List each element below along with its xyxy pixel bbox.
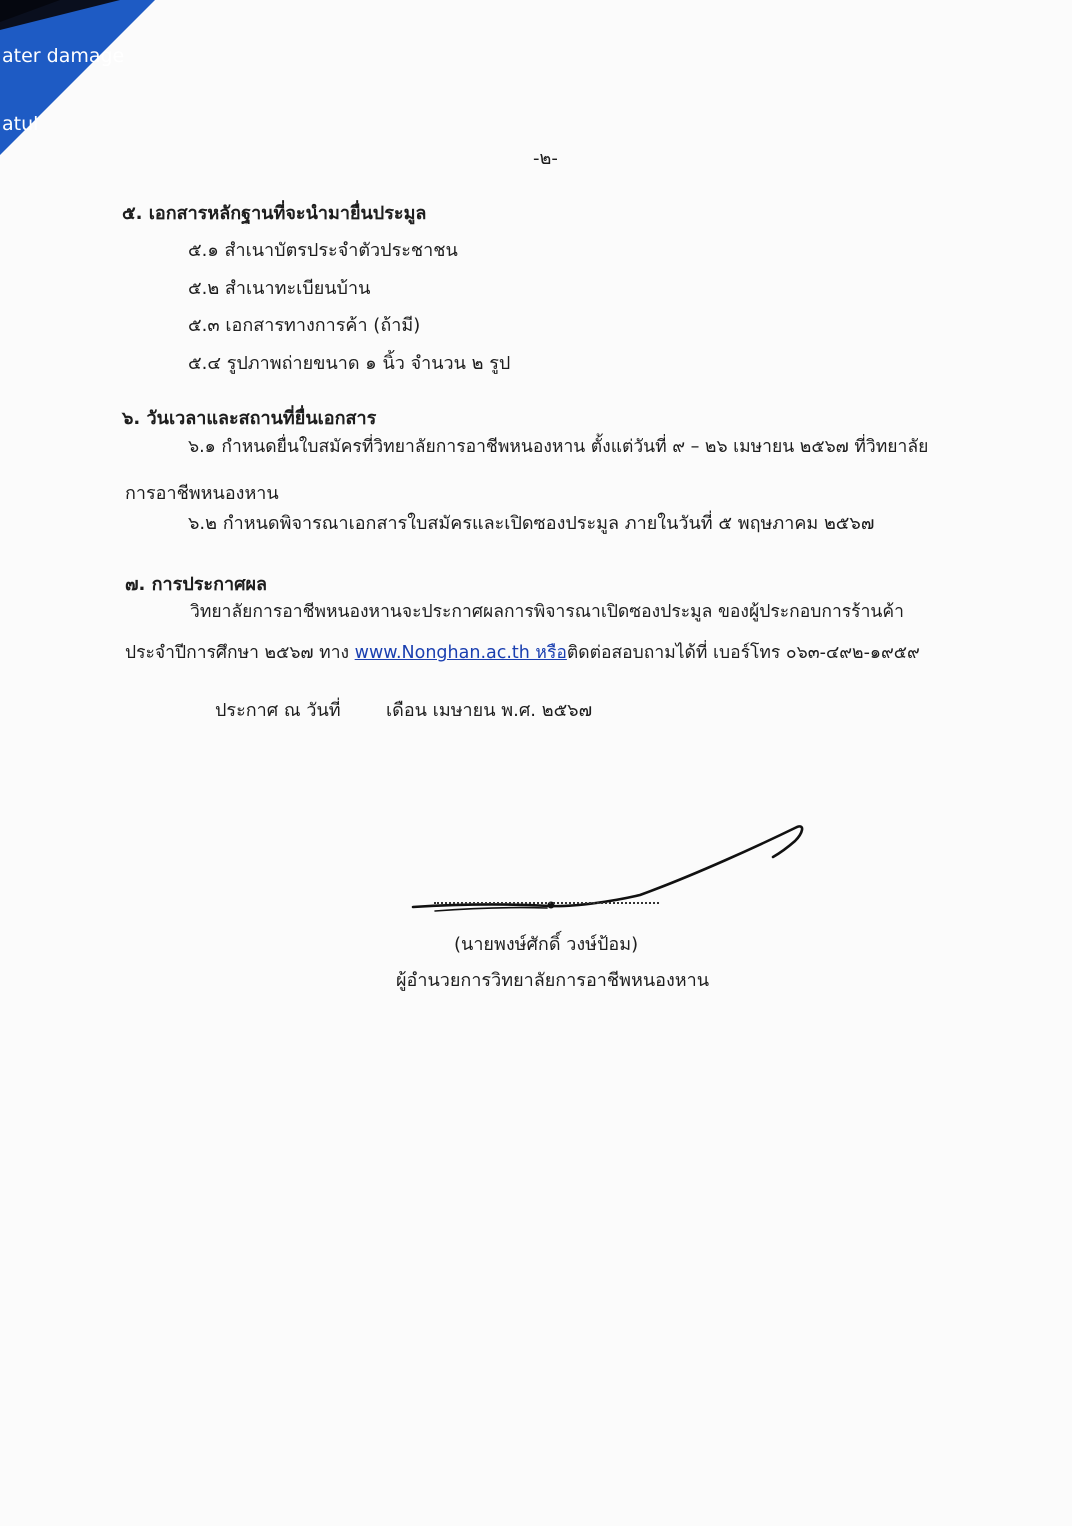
section5-item-4: ๕.๔ รูปภาพถ่ายขนาด ๑ นิ้ว จำนวน ๒ รูป — [188, 353, 511, 374]
page-number: -๒- — [533, 148, 558, 169]
section5-item-3: ๕.๓ เอกสารทางการค้า (ถ้ามี) — [188, 315, 421, 336]
section5-heading: ๕. เอกสารหลักฐานที่จะนำมายื่นประมูล — [122, 203, 427, 224]
section5-item-2: ๕.๒ สำเนาทะเบียนบ้าน — [188, 278, 371, 299]
signer-title: ผู้อำนวยการวิทยาลัยการอาชีพหนองหาน — [396, 970, 710, 991]
signature-scribble — [405, 815, 815, 920]
section6-item2: ๖.๒ กำหนดพิจารณาเอกสารใบสมัครและเปิดซองประมูล ภายในวันที่ ๕ พฤษภาคม ๒๕๖๗ — [188, 513, 875, 534]
section7-heading: ๗. การประกาศผล — [125, 574, 268, 595]
website-link[interactable]: www.Nonghan.ac.th หรือ — [354, 643, 567, 663]
section6-heading: ๖. วันเวลาและสถานที่ยื่นเอกสาร — [122, 408, 377, 429]
section5-item-1: ๕.๑ สำเนาบัตรประจำตัวประชาชน — [188, 240, 458, 261]
section7-line1: วิทยาลัยการอาชีพหนองหานจะประกาศผลการพิจารณาเปิดซองประมูล ของผู้ประกอบการร้านค้า — [190, 602, 904, 622]
corner-sticker — [0, 0, 170, 160]
section7-line2-suffix: ติดต่อสอบถามได้ที่ เบอร์โทร ๐๖๓-๔๙๒-๑๙๕๙ — [566, 643, 920, 663]
signer-name: (นายพงษ์ศักดิ์ วงษ์ป้อม) — [454, 934, 639, 955]
section7-line2-prefix: ประจำปีการศึกษา ๒๕๖๗ ทาง — [125, 643, 355, 663]
section6-item1-line1: ๖.๑ กำหนดยื่นใบสมัครที่วิทยาลัยการอาชีพหนองหาน ตั้งแต่วันที่ ๙ – ๒๖ เมษายน ๒๕๖๗ ที่วิทยาลัย — [188, 437, 929, 457]
announce-date-label: ประกาศ ณ วันที่ — [215, 700, 341, 721]
section7-line2 — [125, 643, 920, 664]
section6-item1-line2: การอาชีพหนองหาน — [125, 483, 279, 504]
corner-text-line2: atul — [2, 113, 39, 135]
announce-month-year: เดือน เมษายน พ.ศ. ๒๕๖๗ — [386, 700, 593, 721]
signature-line — [434, 902, 659, 904]
corner-text-line1: ater damage — [2, 45, 125, 67]
